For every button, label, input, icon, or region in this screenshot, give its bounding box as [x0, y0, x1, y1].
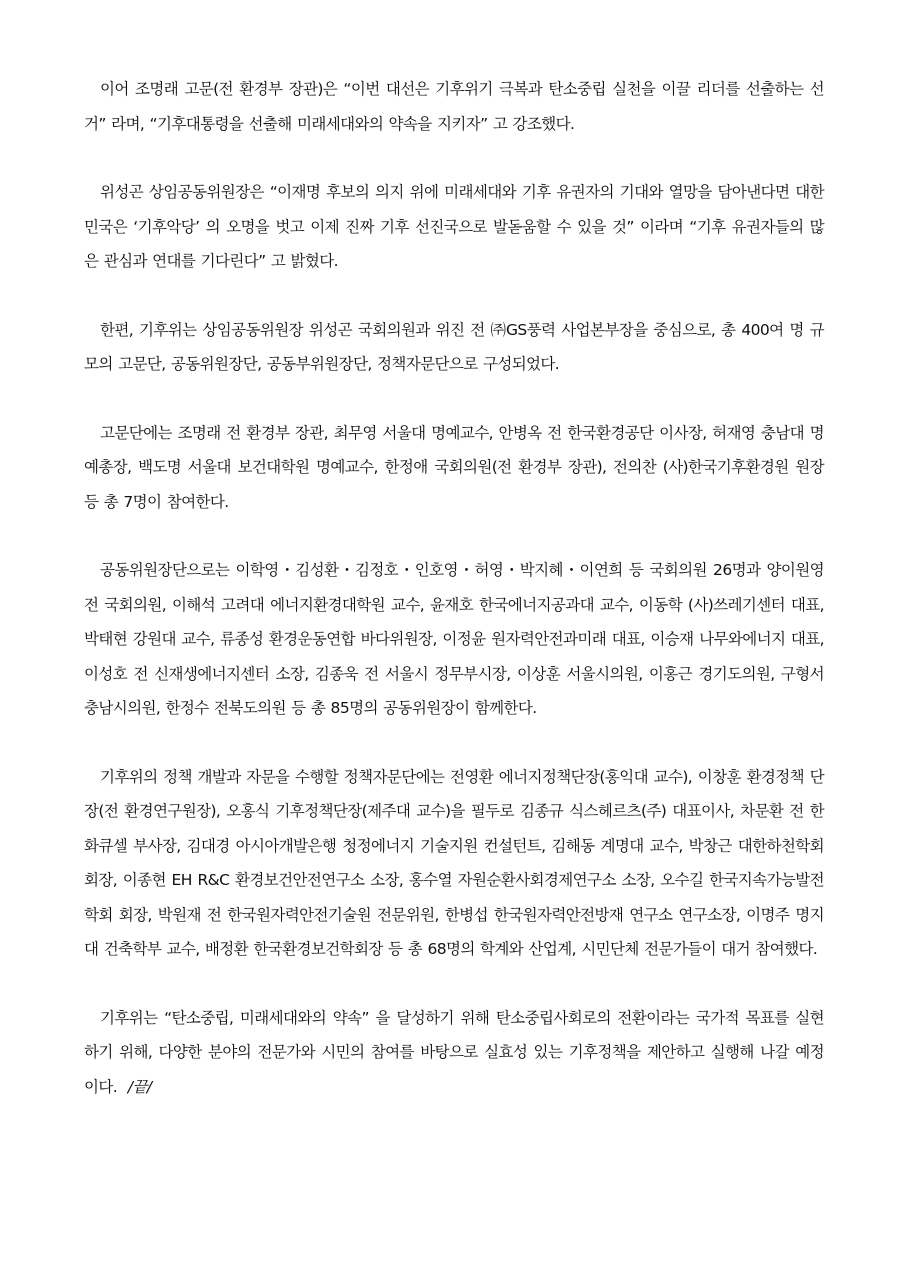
paragraph-gap	[84, 141, 824, 175]
document-body	[84, 72, 824, 1104]
paragraph-gap	[84, 382, 824, 416]
paragraph-7-text: 기후위는 “탄소중립, 미래세대와의 약속” 을 달성하기 위해 탄소중립사회로의 전환이라는 국가적 목표를 실현하기 위해, 다양한 분야의 전문가와 시민의 참여를 바탕으로 실효성 있는 기후정책을 제안하고 실행해 나갈 예정이다.	[84, 1008, 824, 1096]
paragraph-3: 한편, 기후위는 상임공동위원장 위성곤 국회의원과 위진 전 ㈜GS풍력 사업본부장을 중심으로, 총 400여 명 규모의 고문단, 공동위원장단, 공동부위원장단, 정책자문단으로 구성되었다.	[84, 320, 824, 373]
paragraph-gap	[84, 279, 824, 313]
paragraph-7	[84, 1001, 824, 1105]
paragraph-5: 공동위원장단으로는 이학영・김성환・김정호・인호영・허영・박지혜・이연희 등 국회의원 26명과 양이원영 전 국회의원, 이해석 고려대 에너지환경대학원 교수, 윤재호 한국에너지공과대 교수, 이동학 (사)쓰레기센터 대표, 박태현 강원대 교수, 류종성 환경운동연합 바다위원장, 이정윤 원자력안전과미래 대표, 이승재 나무와에너지 대표, 이성호 전 신재생에너지센터 소장, 김종욱 전 서울시 정무부시장, 이상훈 서울시의원, 이홍근 경기도의원, 구형서 충남시의원, 한정수 전북도의원 등 총 85명의 공동위원장이 함께한다.	[84, 561, 824, 717]
paragraph-gap	[84, 519, 824, 553]
paragraph-2: 위성곤 상임공동위원장은 “이재명 후보의 의지 위에 미래세대와 기후 유권자의 기대와 열망을 담아낸다면 대한민국은 ‘기후악당’ 의 오명을 벗고 이제 진짜 기후 선진국으로 발돋움할 수 있을 것” 이라며 “기후 유권자들의 많은 관심과 연대를 기다린다” 고 밝혔다.	[84, 183, 824, 270]
end-mark: /끝/	[127, 1077, 152, 1096]
paragraph-gap	[84, 726, 824, 760]
paragraph-4: 고문단에는 조명래 전 환경부 장관, 최무영 서울대 명예교수, 안병옥 전 한국환경공단 이사장, 허재영 충남대 명예총장, 백도명 서울대 보건대학원 명예교수, 한정애 국회의원(전 환경부 장관), 전의찬 (사)한국기후환경원 원장 등 총 7명이 참여한다.	[84, 423, 824, 511]
paragraph-1: 이어 조명래 고문(전 환경부 장관)은 “이번 대선은 기후위기 극복과 탄소중립 실천을 이끌 리더를 선출하는 선거” 라며, “기후대통령을 선출해 미래세대와의 약속을 지키자” 고 강조했다.	[84, 80, 824, 133]
paragraph-6: 기후위의 정책 개발과 자문을 수행할 정책자문단에는 전영환 에너지정책단장(홍익대 교수), 이창훈 환경정책 단장(전 환경연구원장), 오홍식 기후정책단장(제주대 교수)을 필두로 김종규 식스헤르츠(주) 대표이사, 차문환 전 한화큐셀 부사장, 김대경 아시아개발은행 청정에너지 기술지원 컨설턴트, 김해동 계명대 교수, 박창근 대한하천학회 회장, 이종현 EH R&C 환경보건안전연구소 소장, 홍수열 자원순환사회경제연구소 소장, 오수길 한국지속가능발전학회 회장, 박원재 전 한국원자력안전기술원 전문위원, 한병섭 한국원자력안전방재 연구소 연구소장, 이명주 명지대 건축학부 교수, 배정환 한국환경보건학회장 등 총 68명의 학계와 산업계, 시민단체 전문가들이 대거 참여했다.	[84, 767, 824, 958]
paragraph-gap	[84, 967, 824, 1001]
